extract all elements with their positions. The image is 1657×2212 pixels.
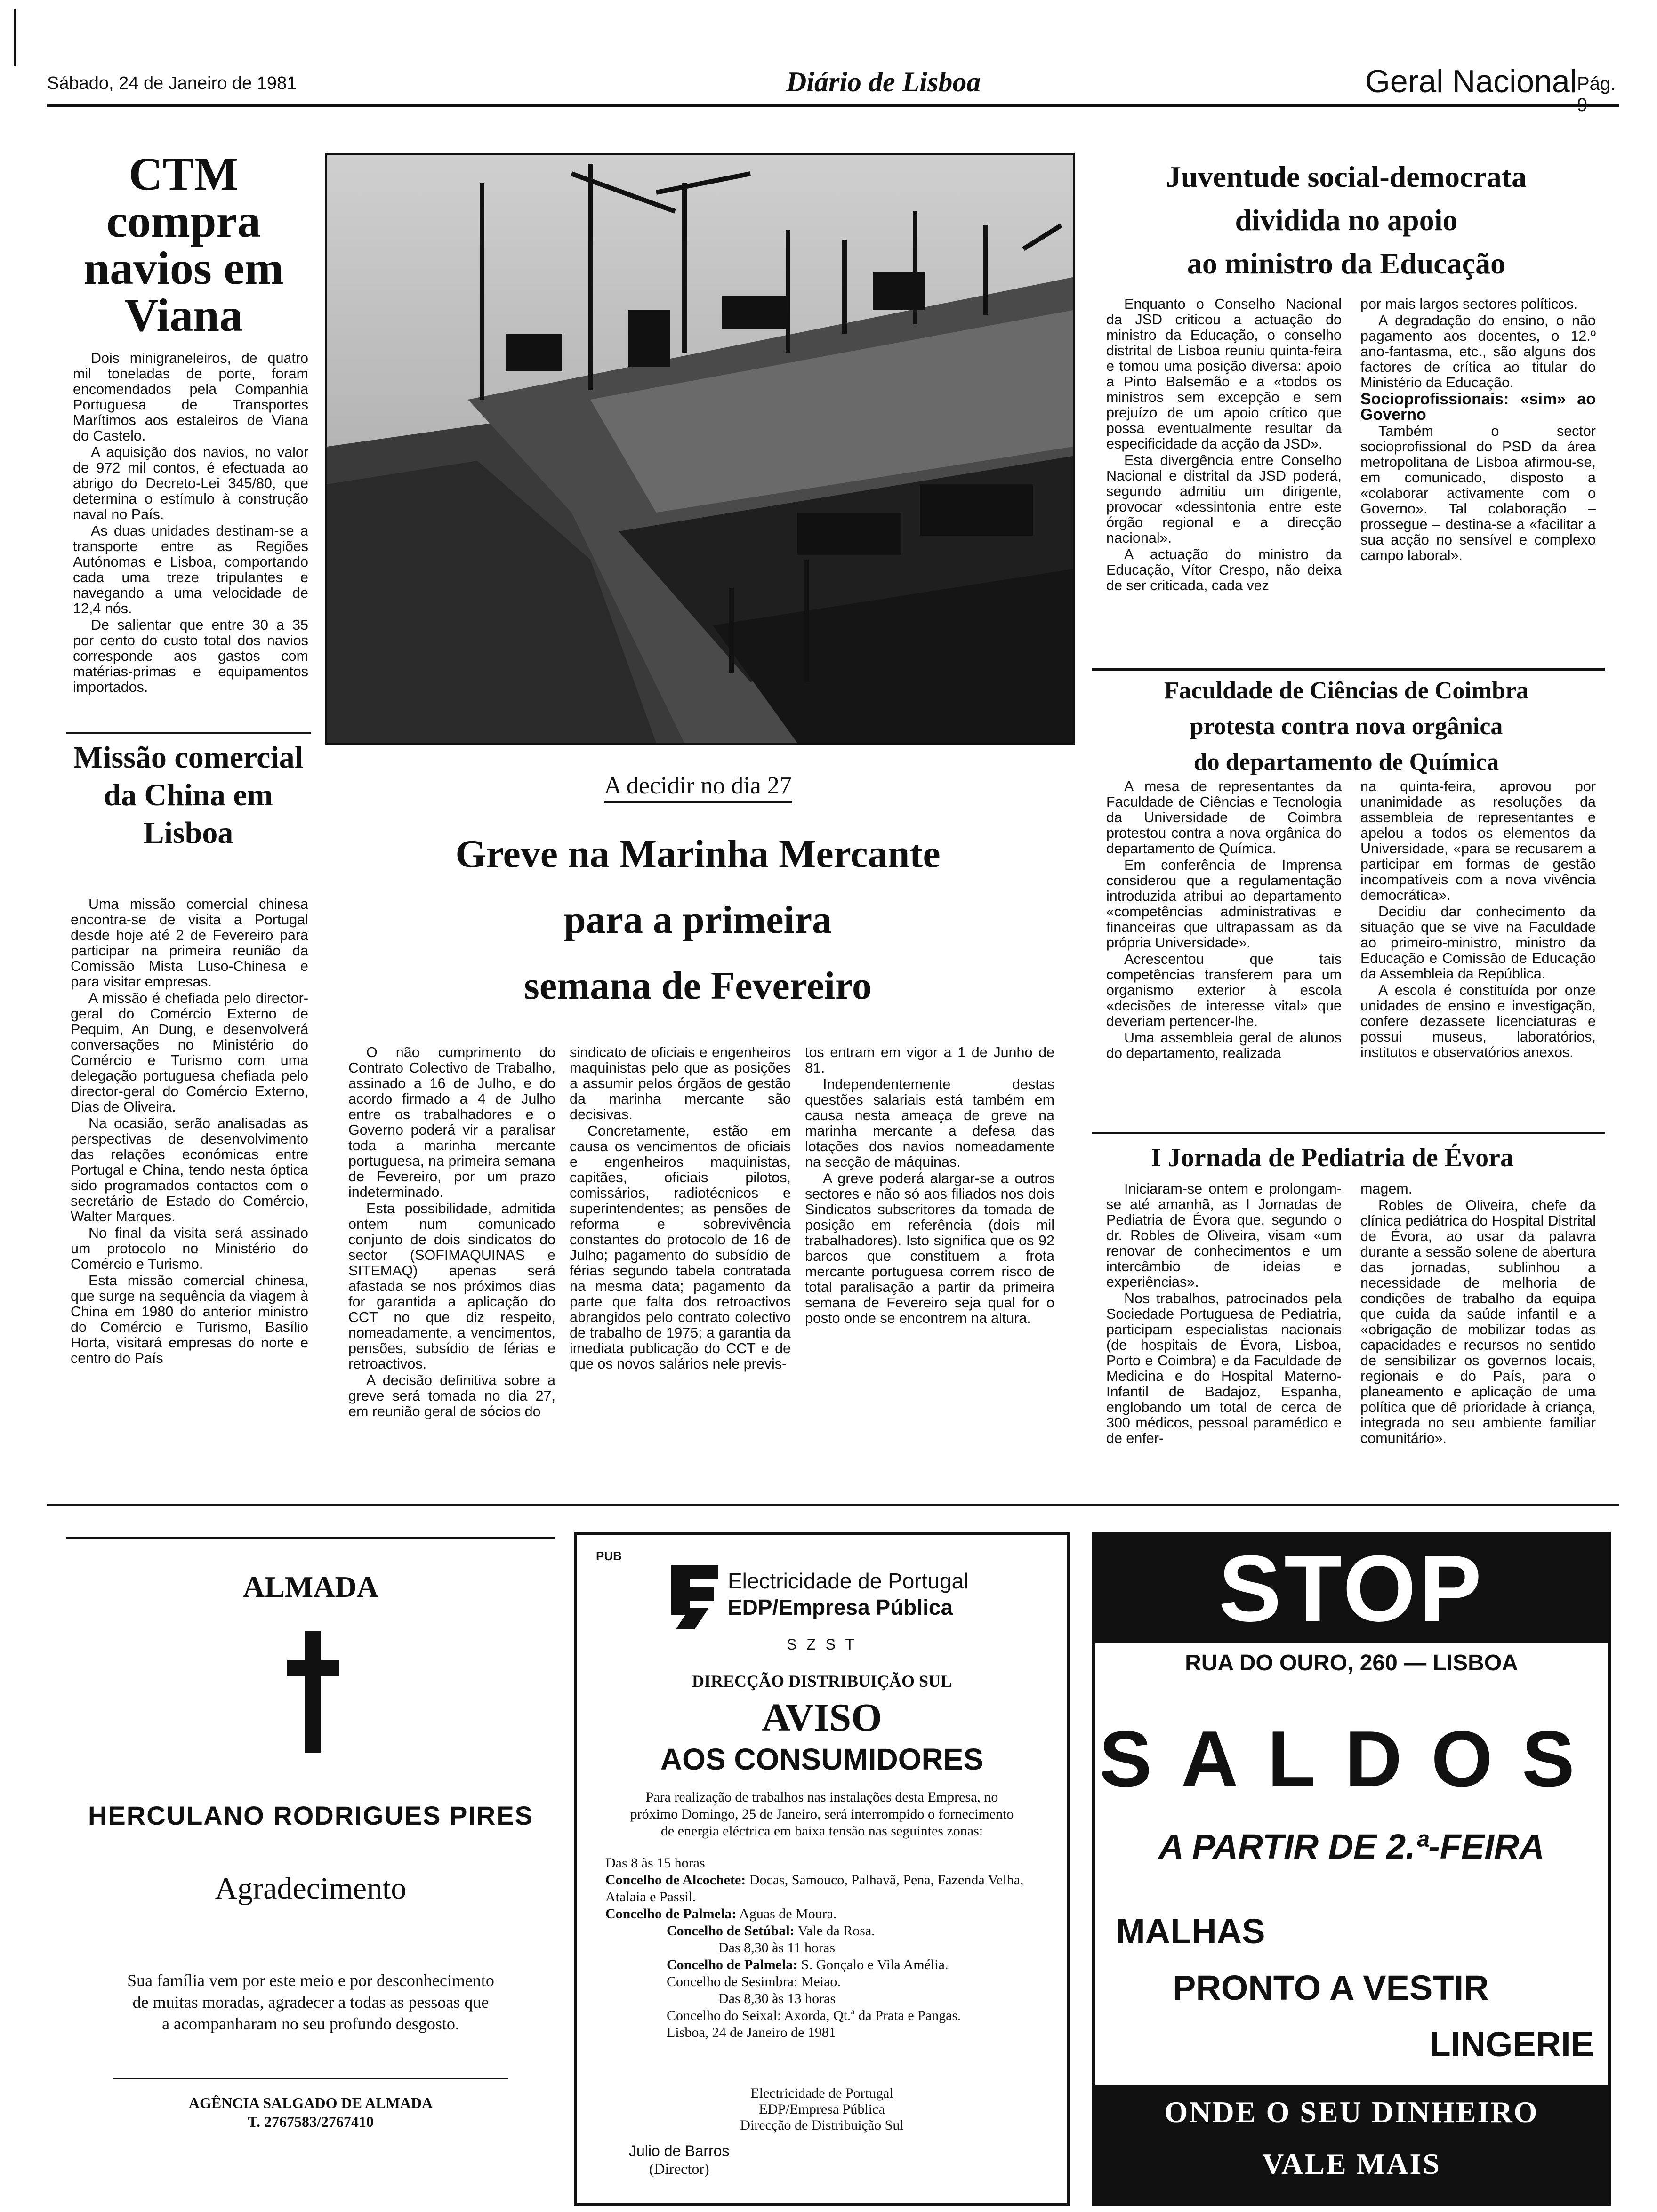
greve-kicker-text: A decidir no dia 27 [604,772,792,803]
greve-paragraph: Concretamente, estão em causa os vencimentos de oficiais e engenheiros maquinistas, capitães, oficiais pilotos, comissários, radiotécnicos e superintendentes; as pensões de reforma e sobrevivência constantes do protocolo de 16 de Julho; pagamento do subsídio de férias segundo tabela contratada na mesma data; pagamento da parte que falta dos retroactivos abrangidos pelo contrato colectivo de trabalho de 1975; a garantia da imediata publicação do CCT e de que os novos salários nele previs- [570,1123,791,1372]
greve-paragraph: Esta possibilidade, admitida ontem num comunicado conjunto de dois sindicatos do sector (SOFIMAQUINAS e SITEMAQ) apenas será afastada se nos próximos dias for garantida a aplicação do CCT no que diz respeito, nomeadamente, a vencimentos, pensões, subsídio de férias e retroactivos. [348,1201,555,1372]
edp-szst: S Z S T [787,1636,857,1653]
edp-zone-text: Concelho do Seixal: Axorda, Qt.ª da Prata e Pangas. [667,2008,961,2023]
coimbra-paragraph: Uma assembleia geral de alunos do departamento, realizada [1106,1030,1342,1061]
edp-signature-line: Electricidade de Portugal [750,2085,893,2101]
greve-headline-line: para a primeira [563,898,832,942]
stop-brand: STOP [1218,1536,1485,1641]
edp-signature [577,2085,1067,2133]
masthead-section: Geral Nacional [1365,64,1577,99]
edp-director-name: Julio de Barros [629,2142,730,2159]
pediatria-col-2 [1360,1181,1596,1447]
china-paragraph: No final da visita será assinado um protocolo no Ministério do Comércio e Turismo. [71,1225,308,1272]
ctm-body [73,351,308,696]
edp-company [728,1568,968,1620]
edp-zone [605,1923,1038,1940]
stop-from: A PARTIR DE 2.ª-FEIRA [1158,1827,1544,1866]
edp-pub-label: PUB [596,1549,622,1563]
stop-slogan: VALE MAIS [1262,2147,1441,2180]
harbour-photo [325,153,1075,745]
jsd-col-2 [1360,297,1596,564]
coimbra-col-2 [1360,779,1596,1061]
almada-deceased-name: HERCULANO RODRIGUES PIRES [88,1801,534,1830]
greve-headline [325,821,1071,1019]
greve-headline-line: Greve na Marinha Mercante [455,832,941,876]
greve-headline-line: semana de Fevereiro [524,964,872,1008]
edp-aviso: AVISO [762,1696,882,1739]
edp-director [629,2142,729,2178]
stop-slogan-box [1095,2085,1608,2203]
edp-time: Das 8,30 às 13 horas [718,1991,836,2006]
edp-notice [574,1532,1070,2206]
pediatria-paragraph: Iniciaram-se ontem e prolongam-se até amanhã, as I Jornadas de Pediatria de Évora que, segundo o dr. Robles de Oliveira, visam «um renovar de conhecimentos e um intercâmbio de ideias e experiências». [1106,1181,1342,1290]
ctm-headline: CTM compra navios em Viana [83,148,284,341]
edp-direction: DIRECÇÃO DISTRIBUIÇÃO SUL [692,1672,952,1691]
edp-consumers: AOS CONSUMIDORES [660,1742,984,1776]
china-paragraph: Esta missão comercial chinesa, que surge na sequência da viagem à China em 1980 do anterior ministro do Comércio e Turismo, Basílio Horta, visitará empresas do norte e centro do País [71,1273,308,1366]
coimbra-headline-line: Faculdade de Ciências de Coimbra [1164,677,1529,704]
edp-zone-label: Concelho de Palmela: [605,1906,737,1922]
masthead [47,66,1619,104]
edp-intro: Para realização de trabalhos nas instalações desta Empresa, no próximo Domingo, 25 de Janeiro, será interrompido o fornecimento de energia eléctrica em baixa tensão nas seguintes zonas: [630,1789,1014,1839]
jsd-col-1 [1106,297,1342,594]
coimbra-headline-line: protesta contra nova orgânica [1190,713,1503,740]
jsd-subhead: Socioprofissionais: «sim» ao Governo [1360,390,1596,424]
stop-item: PRONTO A VESTIR [1173,1968,1489,2007]
pediatria-paragraph: Robles de Oliveira, chefe da clínica pediátrica do Hospital Distrital de Évora, ao usar da palavra durante a sessão solene de abertura das jornadas, sublinhou a necessidade de melhoria de condições de trabalho da equipa que cuida da saúde infantil e a «obrigação de mobilizar todas as capacidades e recursos no sentido de sensibilizar os governos locais, regionais e do País, para o planeamento e aplicação de uma política que dê prioridade à criança, integrada no seu ambiente familiar comunitário». [1360,1197,1596,1446]
greve-col-1 [348,1045,555,1420]
edp-company-line: Electricidade de Portugal [728,1569,969,1593]
jsd-headline-line: Juventude social-democrata [1166,160,1527,193]
edp-zone-label: Concelho de Alcochete: [605,1872,746,1888]
harbour-photo-image [327,155,1073,743]
coimbra-col-1 [1106,779,1342,1062]
jsd-paragraph: Enquanto o Conselho Nacional da JSD criticou a actuação do ministro da Educação, o conselho distrital de Lisboa reuniu quinta-feira e tomou uma posição diversa: apoio a Pinto Balsemão e a «todos os ministros sem excepção e sem prejuízo de um apoio crítico que possa eventualmente resultar da especificidade da acção da JSD». [1106,296,1342,452]
edp-zone-text: Aguas de Moura. [739,1906,837,1922]
masthead-date: Sábado, 24 de Janeiro de 1981 [47,73,297,93]
almada-subtitle: Agradecimento [215,1871,407,1906]
greve-paragraph: O não cumprimento do Contrato Colectivo de Trabalho, assinado a 16 de Julho, e do acordo firmado a 4 de Julho entre os trabalhadores e o Governo poderá vir a paralisar toda a marinha mercante portuguesa, na primeira semana de Fevereiro, por um prazo indeterminado. [348,1044,555,1200]
pediatria-headline: I Jornada de Pediatria de Évora [1151,1143,1513,1172]
coimbra-paragraph: Em conferência de Imprensa considerou que a regulamentação introduzida atribui ao departamento «competências administrativas e financeiras que ultrapassam as da própria Universidade». [1106,857,1342,951]
edp-zone-label: Concelho de Setúbal: [667,1923,795,1939]
stop-item: MALHAS [1116,1912,1265,1951]
edp-zone-label: Concelho de Palmela: [667,1957,798,1972]
coimbra-paragraph: Decidiu dar conhecimento da situação que se vive na Faculdade ao primeiro-ministro, ministro da Educação e Comissão de Educação da Assembleia da República. [1360,904,1596,982]
edp-company-line: EDP/Empresa Pública [728,1595,953,1619]
almada-divider [113,2078,508,2079]
coimbra-headline-line: do departamento de Química [1193,749,1499,776]
greve-paragraph: tos entram em vigor a 1 de Junho de 81. [805,1044,1054,1076]
greve-kicker [325,772,1071,800]
china-headline: Missão comercial da China em Lisboa [73,740,304,850]
edp-signature-line: EDP/Empresa Pública [759,2101,885,2117]
edp-zone [605,1872,1038,1906]
almada-agency: AGÊNCIA SALGADO DE ALMADA [188,2094,433,2111]
china-paragraph: Na ocasião, serão analisadas as perspectivas de desenvolvimento das relações económicas entre Portugal e China, tendo nesta óptica sido programados contactos com o secretário de Estado do Comércio, Walter Marques. [71,1115,308,1225]
masthead-rule [47,104,1619,107]
coimbra-paragraph: na quinta-feira, aprovou por unanimidade as resoluções da assembleia de representantes e apelou a todos os elementos da Universidade, «para se recusarem a participar em formas de gestão incompatíveis com a nova vivência democrática». [1360,778,1596,903]
almada-title: ALMADA [243,1570,378,1603]
jsd-headline [1092,155,1601,285]
pediatria-col-1 [1106,1181,1342,1447]
ctm-paragraph: Dois minigraneleiros, de quatro mil toneladas de porte, foram encomendados pela Companhia Portuguesa de Transportes Marítimos aos estaleiros de Viana do Castelo. [73,350,308,444]
jsd-paragraph: por mais largos sectores políticos. [1360,296,1578,312]
ctm-paragraph: De salientar que entre 30 a 35 por cento do custo total dos navios corresponde aos gastos com matérias-primas e equipamentos importados. [73,617,308,695]
greve-paragraph: Independentemente destas questões salariais está também em causa nesta ameaça de greve na marinha mercante a defesa das lotações dos navios nomeadamente na secção de máquinas. [805,1076,1054,1170]
stop-slogan: ONDE O SEU DINHEIRO [1164,2095,1539,2129]
masthead-page: Pág. [1577,73,1616,94]
stop-address: RUA DO OURO, 260 — LISBOA [1185,1651,1518,1675]
greve-paragraph: sindicato de oficiais e engenheiros maquinistas pelo que as posições a assumir pelos órgãos de gestão da marinha mercante são decisivas. [570,1044,791,1122]
greve-col-2 [570,1045,791,1373]
coimbra-paragraph: A mesa de representantes da Faculdade de Ciências e Tecnologia da Universidade de Coimbra protestou contra a nova orgânica do departamento de Química. [1106,778,1342,857]
jsd-paragraph: Esta divergência entre Conselho Nacional e distrital da JSD poderá, segundo admitiu um dirigente, provocar «dessintonia entre este órgão regional e a direcção nacional». [1106,452,1342,546]
edp-time: Das 8 às 15 horas [605,1855,705,1871]
ctm-divider [66,732,311,734]
greve-paragraph: A decisão definitiva sobre a greve será tomada no dia 27, em reunião geral de sócios do [348,1372,555,1419]
coimbra-paragraph: A escola é constituída por onze unidades de ensino e investigação, confere dezassete licenciaturas e possui museus, laboratórios, institutos e observatórios anexos. [1360,982,1596,1060]
margin-mark [14,9,16,66]
almada-text: Sua família vem por este meio e por desconhecimento de muitas moradas, agradecer a todas as pessoas que a acompanharam no seu profundo desgosto. [127,1971,494,2033]
stop-banner [1095,1535,1608,1643]
cross-icon [287,1631,339,1753]
stop-ad [1092,1532,1611,2206]
jsd-paragraph: A actuação do ministro da Educação, Vítor Crespo, não deixa de ser criticada, cada vez [1106,546,1342,593]
greve-paragraph: A greve poderá alargar-se a outros sectores e não só aos filiados nos dois Sindicatos subscritores da tomada de posição em referência (dois mil trabalhadores). Isto significa que os 92 barcos que constituem a frota mercante portuguesa correm risco de total paralisação a partir da primeira semana de Fevereiro seja qual for o posto onde se encontrem na altura. [805,1170,1054,1326]
china-paragraph: Uma missão comercial chinesa encontra-se de visita a Portugal desde hoje até 2 de Fevereiro para participar na primeira reunião da Comissão Mista Luso-Chinesa e para visitar empresas. [71,896,308,990]
stop-item: LINGERIE [1429,2025,1594,2064]
coimbra-paragraph: Acrescentou que tais competências transferem para um organismo exterior à escola «decisões de interesse vital» que deveriam pertencer-lhe. [1106,951,1342,1029]
edp-zone-text: Vale da Rosa. [797,1923,875,1939]
edp-place-date: Lisboa, 24 de Janeiro de 1981 [667,2025,836,2040]
jsd-paragraph: Também o sector socioprofissional do PSD da área metropolitana de Lisboa afirmou-se, em comunicado, disposto a «colaborar activamente com o Governo». Tal colaboração – prossegue – destina-se a «facilitar a sua acção no sensível e complexo campo laboral». [1360,423,1596,563]
edp-zone-text: Concelho de Sesimbra: Meiao. [667,1974,841,1989]
edp-signature-line: Direcção de Distribuição Sul [740,2117,904,2133]
edp-logo-icon [667,1561,723,1631]
ads-separator [47,1504,1619,1506]
coimbra-headline [1092,673,1601,780]
coimbra-divider [1092,1132,1605,1134]
ctm-paragraph: As duas unidades destinam-se a transporte entre as Regiões Autónomas e Lisboa, comportando cada uma treze tripulantes e navegando a uma velocidade de 12,4 nós. [73,523,308,617]
jsd-headline-line: dividida no apoio [1235,203,1458,237]
edp-zone [605,1956,1038,1973]
greve-col-3 [805,1045,1054,1327]
jsd-paragraph: A degradação do ensino, o não pagamento aos docentes, o 12.º ano-fantasma, etc., são alguns dos factores de crítica ao titular do Ministério da Educação. [1360,313,1596,391]
pediatria-paragraph: Nos trabalhos, patrocinados pela Sociedade Portuguesa de Pediatria, participam especialistas nacionais (de hospitais de Évora, Lisboa, Porto e Coimbra) e da Faculdade de Medicina e do Hospital Materno-Infantil de Badajoz, Espanha, englobando um total de cerca de 300 médicos, pessoal paramédico e de enfer- [1106,1290,1342,1446]
china-body [71,897,308,1367]
edp-zone-text: S. Gonçalo e Vila Amélia. [801,1957,949,1972]
edp-time: Das 8,30 às 11 horas [718,1940,836,1956]
edp-zone [605,1906,1038,1923]
edp-director-title: (Director) [649,2160,709,2177]
jsd-divider [1092,668,1605,671]
pediatria-paragraph: magem. [1360,1181,1413,1197]
jsd-headline-line: ao ministro da Educação [1187,247,1506,280]
edp-schedule [605,1855,1038,2041]
masthead-logo: Diário de Lisboa [786,66,981,97]
almada-notice [66,1537,555,2205]
edp-zone-text: Docas, Samouco, Palhavã, Pena, Fazenda Velha, Atalaia e Passil. [605,1872,1024,1905]
ctm-paragraph: A aquisição dos navios, no valor de 972 mil contos, é efectuada ao abrigo do Decreto-Lei 345/80, que determina o estímulo à construção naval no País. [73,444,308,522]
almada-phone: T. 2767583/2767410 [248,2113,374,2130]
china-paragraph: A missão é chefiada pelo director-geral do Comércio Externo de Pequim, An Dung, e desenvolverá conversações no Ministério do Comércio e Turismo com uma delegação portuguesa chefiada pelo director-geral do Comércio Externo, Dias de Oliveira. [71,990,308,1115]
stop-saldos: SALDOS [1099,1715,1604,1803]
almada-top-rule [66,1537,555,1539]
